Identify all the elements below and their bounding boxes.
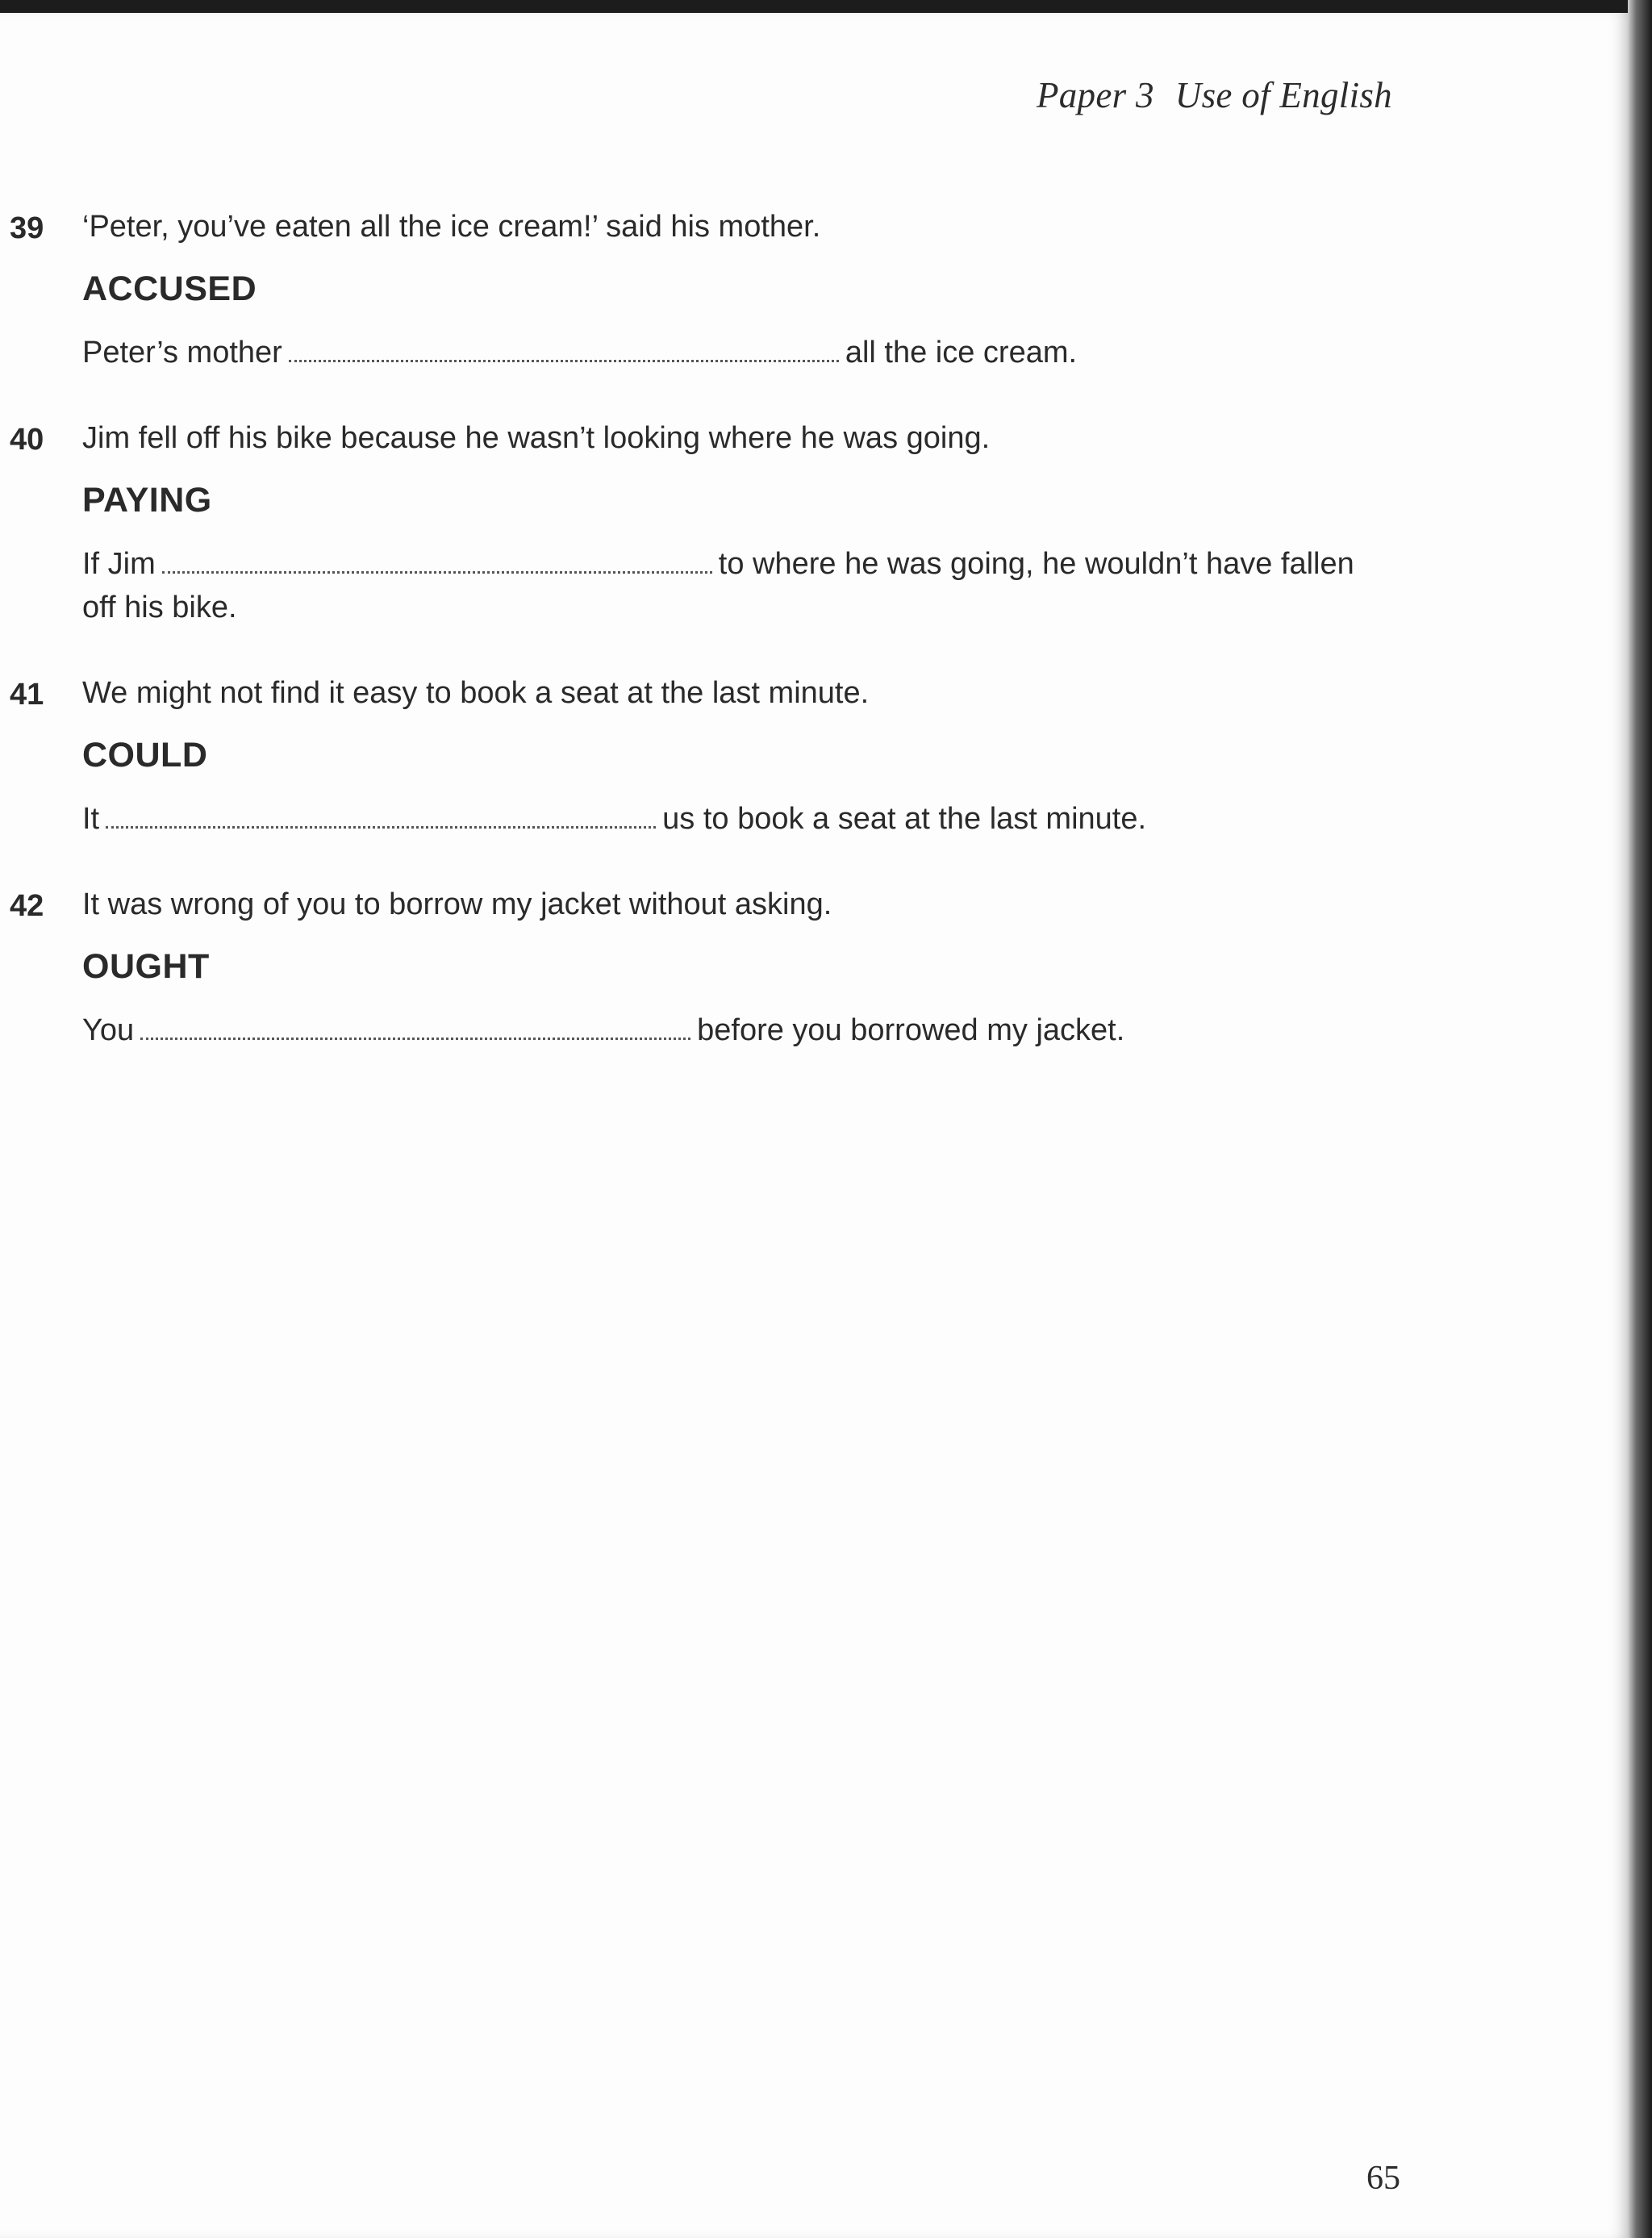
answer-prefix: If Jim <box>82 547 156 581</box>
question-keyword: COULD <box>82 736 208 775</box>
running-head <box>1037 74 1392 116</box>
scan-right-edge <box>1628 0 1652 2238</box>
answer-line <box>82 1013 1124 1048</box>
question-sentence: We might not find it easy to book a seat at the last minute. <box>82 676 870 710</box>
answer-suffix: us to book a seat at the last minute. <box>662 802 1147 836</box>
question-number: 41 <box>10 678 44 712</box>
answer-prefix: It <box>82 802 100 836</box>
question-sentence: ‘Peter, you’ve eaten all the ice cream!’ said his mother. <box>82 210 821 244</box>
answer-gap[interactable] <box>106 805 656 829</box>
scan-top-edge <box>0 0 1652 13</box>
question-sentence: It was wrong of you to borrow my jacket without asking. <box>82 887 832 921</box>
page <box>0 13 1628 2238</box>
question-keyword: PAYING <box>82 481 212 520</box>
answer-gap[interactable] <box>140 1017 690 1040</box>
answer-gap[interactable] <box>162 550 712 574</box>
answer-suffix: to where he was going, he wouldn’t have fallen <box>718 547 1354 581</box>
answer-continuation: off his bike. <box>82 591 237 624</box>
running-head-paper: Paper 3 <box>1036 75 1154 115</box>
question-number: 42 <box>10 889 44 923</box>
answer-suffix: all the ice cream. <box>845 336 1078 370</box>
answer-line <box>82 336 1077 370</box>
question-number: 39 <box>10 211 44 245</box>
page-number: 65 <box>1366 2160 1400 2197</box>
answer-line <box>82 547 1354 582</box>
question-number: 40 <box>10 423 44 457</box>
answer-suffix: before you borrowed my jacket. <box>697 1013 1125 1047</box>
answer-prefix: You <box>82 1013 135 1047</box>
running-head-section: Use of English <box>1174 75 1392 115</box>
answer-gap[interactable] <box>289 339 839 362</box>
question-sentence: Jim fell off his bike because he wasn’t looking where he was going. <box>82 421 991 455</box>
answer-line <box>82 802 1146 837</box>
question-keyword: ACCUSED <box>82 269 257 308</box>
question-keyword: OUGHT <box>82 947 210 986</box>
answer-prefix: Peter’s mother <box>82 336 282 370</box>
